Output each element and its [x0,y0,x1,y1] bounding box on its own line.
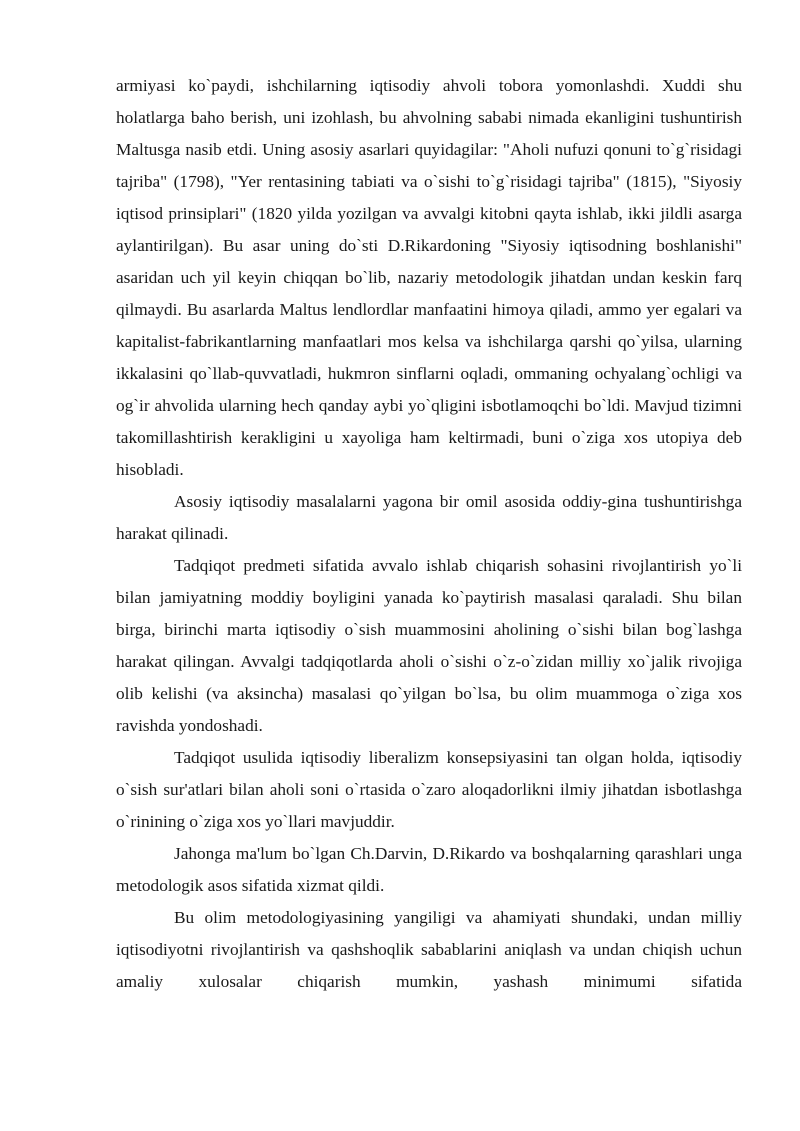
paragraph-maltus-intro: armiyasi ko`paydi, ishchilarning iqtisodiy ahvoli tobora yomonlashdi. Xuddi shu holatlarga baho berish, uni izohlash, bu ahvolning sababi nimada ekanligini tushuntirish Maltusga nasib etdi. Uning asosiy asarlari quyidagilar: "Aholi nufuzi qonuni to`g`risidagi tajriba" (1798), "Yer rentasining tabiati va o`sishi to`g`risidagi tajriba" (1815), "Siyosiy iqtisod prinsiplari" (1820 yilda yozilgan va avvalgi kitobni qayta ishlab, ikki jildli asarga aylantirilgan). Bu asar uning do`sti D.Rikardoning "Siyosiy iqtisodning boshlanishi" asaridan uch yil keyin chiqqan bo`lib, nazariy metodologik jihatdan undan keskin farq qilmaydi. Bu asarlarda Maltus lendlordlar manfaatini himoya qiladi, ammo yer egalari va kapitalist-fabrikantlarning manfaatlari mos kelsa va ishchilarga qarshi qo`yilsa, ularning ikkalasini qo`llab-quvvatladi, hukmron sinflarni oqladi, ommaning ochyalang`ochligi va og`ir ahvolida ularning hech qanday aybi yo`qligini isbotlamoqchi bo`ldi. Mavjud tizimni takomillashtirish kerakligini u xayoliga ham keltirmadi, buni o`ziga xos utopiya deb hisobladi. [116,76,742,479]
paragraph-single-factor: Asosiy iqtisodiy masalalarni yagona bir omil asosida oddiy-gina tushuntirishga harakat qilinadi. [116,492,742,543]
paragraph-methodological-basis: Jahonga ma'lum bo`lgan Ch.Darvin, D.Rikardo va boshqalarning qarashlari unga metodologik asos sifatida xizmat qildi. [116,844,742,895]
document-page [116,70,742,998]
paragraph-research-method: Tadqiqot usulida iqtisodiy liberalizm konsepsiyasini tan olgan holda, iqtisodiy o`sish sur'atlari bilan aholi soni o`rtasida o`zaro aloqadorlikni ilmiy jihatdan isbotlashga o`rinining o`ziga xos yo`llari mavjuddir. [116,748,742,831]
paragraph-research-subject: Tadqiqot predmeti sifatida avvalo ishlab chiqarish sohasini rivojlantirish yo`li bilan jamiyatning moddiy boyligini yanada ko`paytirish masalasi qaraladi. Shu bilan birga, birinchi marta iqtisodiy o`sish muammosini aholining o`sishi bilan bog`lashga harakat qilingan. Avvalgi tadqiqotlarda aholi o`sishi o`z-o`zidan milliy xo`jalik rivojiga olib kelishi (va aksincha) masalasi qo`yilgan bo`lsa, bu olim muammoga o`ziga xos ravishda yondoshadi. [116,556,742,735]
paragraph-novelty: Bu olim metodologiyasining yangiligi va ahamiyati shundaki, undan milliy iqtisodiyotni rivojlantirish va qashshoqlik sabablarini aniqlash va undan chiqish uchun amaliy xulosalar chiqarish mumkin, yashash minimumi sifatida [116,908,742,991]
